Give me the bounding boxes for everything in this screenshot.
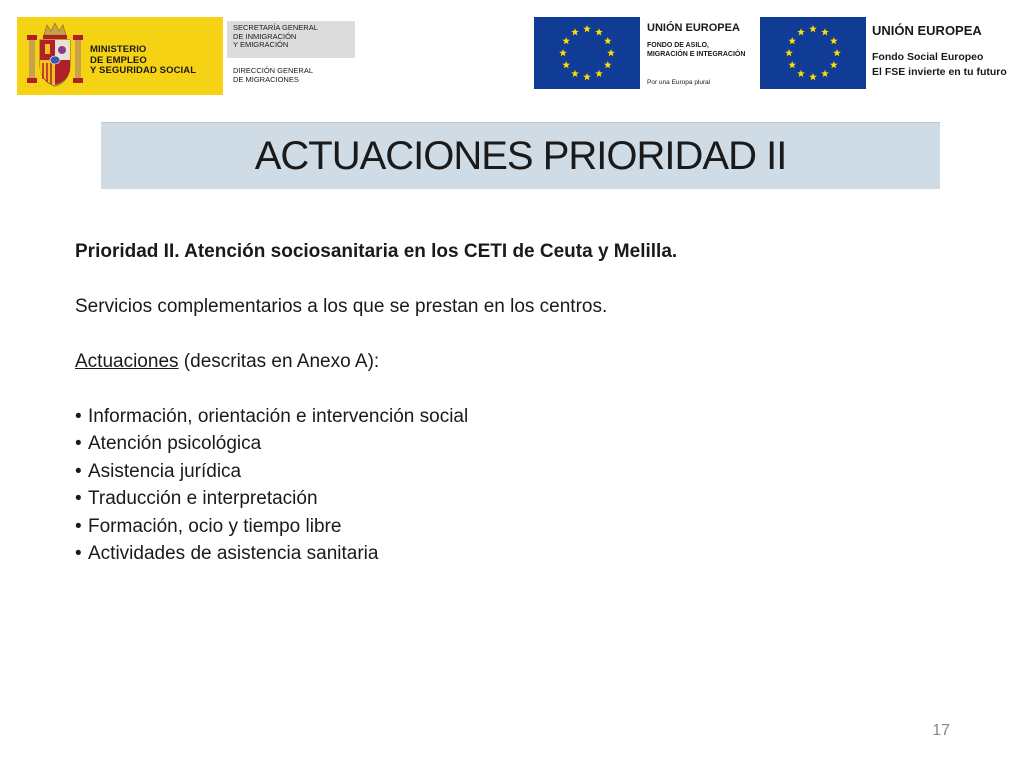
eu-logo-1-tagline: Por una Europa plural (647, 79, 711, 86)
ministry-name: MINISTERIO DE EMPLEO Y SEGURIDAD SOCIAL (90, 44, 197, 76)
eu-logo-2-subtitle: Fondo Social Europeo El FSE invierte en tu futuro (872, 51, 1007, 78)
eu-flag-icon (760, 17, 866, 89)
eu-flag-icon (534, 17, 640, 89)
actuaciones-line (75, 348, 955, 376)
list-item: • Formación, ocio y tiempo libre (75, 513, 955, 540)
direccion-text: DIRECCIÓN GENERAL DE MIGRACIONES (233, 66, 314, 84)
eu-logo-1-title: UNIÓN EUROPEA (647, 22, 740, 34)
title-banner (101, 122, 940, 189)
ministry-logo (17, 17, 355, 95)
services-description: Servicios complementarios a los que se prestan en los centros. (75, 296, 608, 317)
eu-amif-logo (534, 17, 750, 89)
list-item: • Actividades de asistencia sanitaria (75, 540, 955, 567)
priority-heading: Prioridad II. Atención sociosanitaria en los CETI de Ceuta y Melilla. (75, 241, 678, 262)
list-item: • Atención psicológica (75, 430, 955, 457)
eu-logo-2-title: UNIÓN EUROPEA (872, 23, 982, 38)
eu-fse-logo (760, 17, 1008, 89)
list-item: • Traducción e interpretación (75, 485, 955, 512)
page-number: 17 (932, 722, 950, 739)
coat-of-arms-icon (27, 23, 83, 89)
list-item: • Asistencia jurídica (75, 458, 955, 485)
actuaciones-suffix: (descritas en Anexo A): (178, 351, 380, 372)
actuaciones-label: Actuaciones (75, 351, 179, 372)
eu-logo-1-subtitle: FONDO DE ASILO, MIGRACIÓN E INTEGRACIÓN (647, 42, 746, 58)
list-item: • Información, orientación e intervención social (75, 403, 955, 430)
secretaria-text: SECRETARÍA GENERAL DE INMIGRACIÓN Y EMIGRACIÓN (233, 23, 318, 49)
actuaciones-list (75, 403, 955, 567)
slide-title: ACTUACIONES PRIORIDAD II (254, 134, 787, 178)
slide-body (75, 238, 955, 567)
